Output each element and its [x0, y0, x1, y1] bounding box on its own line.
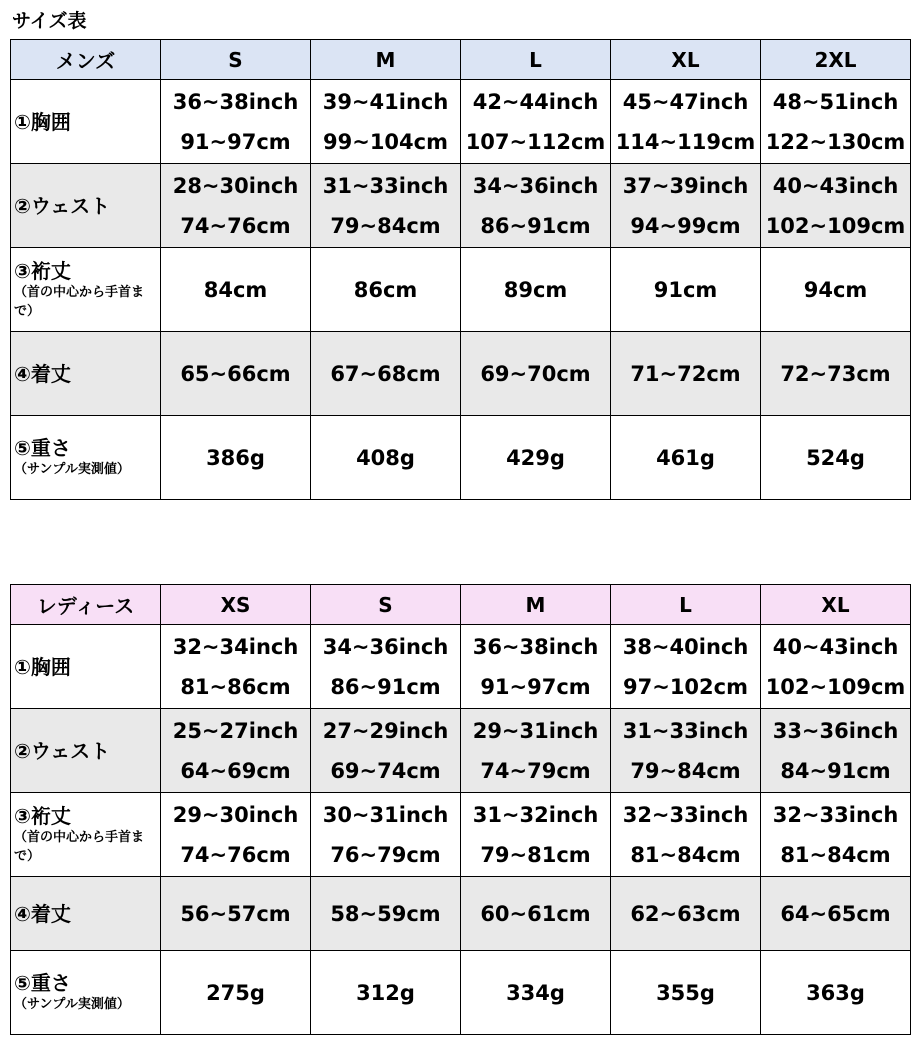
size-value: 25~27inch [172, 718, 299, 743]
size-value-cell [761, 332, 911, 416]
size-header: S [161, 40, 311, 80]
row-label [11, 248, 161, 332]
size-value: 48~51inch [772, 89, 899, 114]
row-label [11, 80, 161, 164]
size-value: 64~69cm [180, 758, 291, 783]
size-value: 524g [806, 445, 865, 470]
row-label [11, 951, 161, 1035]
size-value-cell [461, 80, 611, 164]
size-value-cell [761, 625, 911, 709]
row-label-main: ④着丈 [14, 901, 71, 926]
size-value: 32~33inch [622, 802, 749, 827]
size-value: 79~84cm [630, 758, 741, 783]
size-value: 86cm [353, 277, 418, 302]
size-header: L [611, 585, 761, 625]
size-value: 84cm [203, 277, 268, 302]
row-label-main: ②ウェスト [14, 738, 111, 763]
size-value-cell [761, 416, 911, 500]
size-header: XL [611, 40, 761, 80]
row-label [11, 709, 161, 793]
size-value-cell [461, 332, 611, 416]
size-value: 74~76cm [180, 842, 291, 867]
size-header: M [311, 40, 461, 80]
header-row [11, 40, 911, 80]
size-value: 29~30inch [172, 802, 299, 827]
page-title: サイズ表 [12, 10, 87, 32]
size-value: 34~36inch [472, 173, 599, 198]
size-value: 86~91cm [480, 213, 591, 238]
size-value: 32~33inch [772, 802, 899, 827]
size-value-cell [311, 416, 461, 500]
size-value: 33~36inch [772, 718, 899, 743]
size-value: 45~47inch [622, 89, 749, 114]
size-value: 84~91cm [780, 758, 891, 783]
size-value-cell [761, 877, 911, 951]
row-label [11, 625, 161, 709]
size-value-cell [761, 951, 911, 1035]
size-value: 69~70cm [480, 361, 591, 386]
size-header: S [311, 585, 461, 625]
row-label-main: ⑤重さ [14, 436, 71, 460]
size-header: XS [161, 585, 311, 625]
size-value-cell [761, 793, 911, 877]
size-value: 76~79cm [330, 842, 441, 867]
size-value: 36~38inch [472, 634, 599, 659]
size-value: 122~130cm [765, 129, 906, 154]
size-value-cell [461, 793, 611, 877]
size-value-cell [611, 332, 761, 416]
size-value: 94cm [803, 277, 868, 302]
size-value: 79~84cm [330, 213, 441, 238]
size-value-cell [461, 709, 611, 793]
size-value-cell [161, 951, 311, 1035]
measurement-row [11, 951, 911, 1035]
size-value-cell [161, 877, 311, 951]
size-value: 58~59cm [330, 901, 441, 926]
size-value: 312g [356, 980, 415, 1005]
size-value: 40~43inch [772, 634, 899, 659]
size-value-cell [311, 709, 461, 793]
size-value: 91~97cm [180, 129, 291, 154]
size-value-cell [311, 164, 461, 248]
size-value: 56~57cm [180, 901, 291, 926]
size-value-cell [161, 709, 311, 793]
size-value: 334g [506, 980, 565, 1005]
size-value-cell [461, 416, 611, 500]
size-value: 36~38inch [172, 89, 299, 114]
row-label [11, 164, 161, 248]
size-value: 30~31inch [322, 802, 449, 827]
size-value-cell [761, 709, 911, 793]
size-value: 91cm [653, 277, 718, 302]
size-value: 72~73cm [780, 361, 891, 386]
row-label-main: ①胸囲 [14, 654, 71, 679]
size-value: 81~84cm [630, 842, 741, 867]
size-value: 107~112cm [465, 129, 606, 154]
size-value-cell [311, 951, 461, 1035]
size-value-cell [611, 793, 761, 877]
size-value-cell [761, 164, 911, 248]
size-value: 31~32inch [472, 802, 599, 827]
size-value: 34~36inch [322, 634, 449, 659]
size-value: 69~74cm [330, 758, 441, 783]
size-value: 429g [506, 445, 565, 470]
size-value-cell [611, 164, 761, 248]
size-value: 99~104cm [323, 129, 448, 154]
size-value: 355g [656, 980, 715, 1005]
mens-size-table [10, 39, 911, 500]
size-value: 64~65cm [780, 901, 891, 926]
size-value-cell [311, 877, 461, 951]
size-value-cell [161, 248, 311, 332]
size-value: 97~102cm [623, 674, 748, 699]
measurement-row [11, 332, 911, 416]
size-value: 114~119cm [615, 129, 756, 154]
measurement-row [11, 877, 911, 951]
size-value: 31~33inch [322, 173, 449, 198]
row-label-main: ①胸囲 [14, 109, 71, 134]
measurement-row [11, 625, 911, 709]
size-value: 39~41inch [322, 89, 449, 114]
size-value-cell [461, 248, 611, 332]
size-value: 81~84cm [780, 842, 891, 867]
row-label [11, 416, 161, 500]
size-value: 363g [806, 980, 865, 1005]
size-value-cell [461, 625, 611, 709]
size-value: 29~31inch [472, 718, 599, 743]
size-value: 102~109cm [765, 674, 906, 699]
size-value-cell [761, 80, 911, 164]
size-value-cell [311, 332, 461, 416]
size-value-cell [761, 248, 911, 332]
size-value-cell [161, 416, 311, 500]
size-value-cell [611, 80, 761, 164]
row-label [11, 793, 161, 877]
size-value: 62~63cm [630, 901, 741, 926]
size-value-cell [161, 164, 311, 248]
size-header: 2XL [761, 40, 911, 80]
size-value-cell [611, 416, 761, 500]
size-value: 71~72cm [630, 361, 741, 386]
row-label-note: （首の中心から手首まで） [14, 829, 145, 864]
size-value: 408g [356, 445, 415, 470]
size-value: 386g [206, 445, 265, 470]
size-value-cell [161, 625, 311, 709]
size-value-cell [461, 877, 611, 951]
row-label-main: ③裄丈 [14, 803, 71, 828]
size-value-cell [461, 164, 611, 248]
size-value: 42~44inch [472, 89, 599, 114]
row-label-main: ④着丈 [14, 361, 71, 386]
row-label-note: （首の中心から手首まで） [14, 284, 145, 319]
measurement-row [11, 793, 911, 877]
measurement-row [11, 248, 911, 332]
size-value: 89cm [503, 277, 568, 302]
ladies-size-table [10, 584, 911, 1035]
size-value: 67~68cm [330, 361, 441, 386]
row-label [11, 877, 161, 951]
size-value: 60~61cm [480, 901, 591, 926]
row-label-main: ③裄丈 [14, 258, 71, 283]
size-value-cell [311, 793, 461, 877]
size-header: M [461, 585, 611, 625]
size-value: 275g [206, 980, 265, 1005]
size-value-cell [611, 877, 761, 951]
size-value-cell [461, 951, 611, 1035]
size-value: 81~86cm [180, 674, 291, 699]
size-value: 40~43inch [772, 173, 899, 198]
row-label-note: （サンプル実測値） [14, 462, 130, 477]
row-label [11, 332, 161, 416]
size-value: 38~40inch [622, 634, 749, 659]
measurement-row [11, 709, 911, 793]
size-value: 461g [656, 445, 715, 470]
size-value: 65~66cm [180, 361, 291, 386]
row-label-main: ②ウェスト [14, 193, 111, 218]
measurement-row [11, 416, 911, 500]
size-value: 74~76cm [180, 213, 291, 238]
size-header: XL [761, 585, 911, 625]
size-value: 91~97cm [480, 674, 591, 699]
size-value: 79~81cm [480, 842, 591, 867]
row-label-main: ⑤重さ [14, 971, 71, 995]
category-header: メンズ [11, 40, 161, 80]
size-value-cell [311, 80, 461, 164]
size-value: 27~29inch [322, 718, 449, 743]
size-value-cell [611, 951, 761, 1035]
size-value: 86~91cm [330, 674, 441, 699]
size-value-cell [611, 709, 761, 793]
measurement-row [11, 80, 911, 164]
size-value: 28~30inch [172, 173, 299, 198]
size-value-cell [611, 625, 761, 709]
size-value-cell [611, 248, 761, 332]
row-label-note: （サンプル実測値） [14, 997, 130, 1012]
size-value-cell [161, 80, 311, 164]
header-row [11, 585, 911, 625]
category-header: レディース [11, 585, 161, 625]
size-value: 37~39inch [622, 173, 749, 198]
size-value: 94~99cm [630, 213, 741, 238]
size-value-cell [161, 332, 311, 416]
size-value-cell [161, 793, 311, 877]
size-value-cell [311, 625, 461, 709]
size-value: 74~79cm [480, 758, 591, 783]
size-value-cell [311, 248, 461, 332]
size-value: 102~109cm [765, 213, 906, 238]
measurement-row [11, 164, 911, 248]
size-value: 32~34inch [172, 634, 299, 659]
size-header: L [461, 40, 611, 80]
size-value: 31~33inch [622, 718, 749, 743]
